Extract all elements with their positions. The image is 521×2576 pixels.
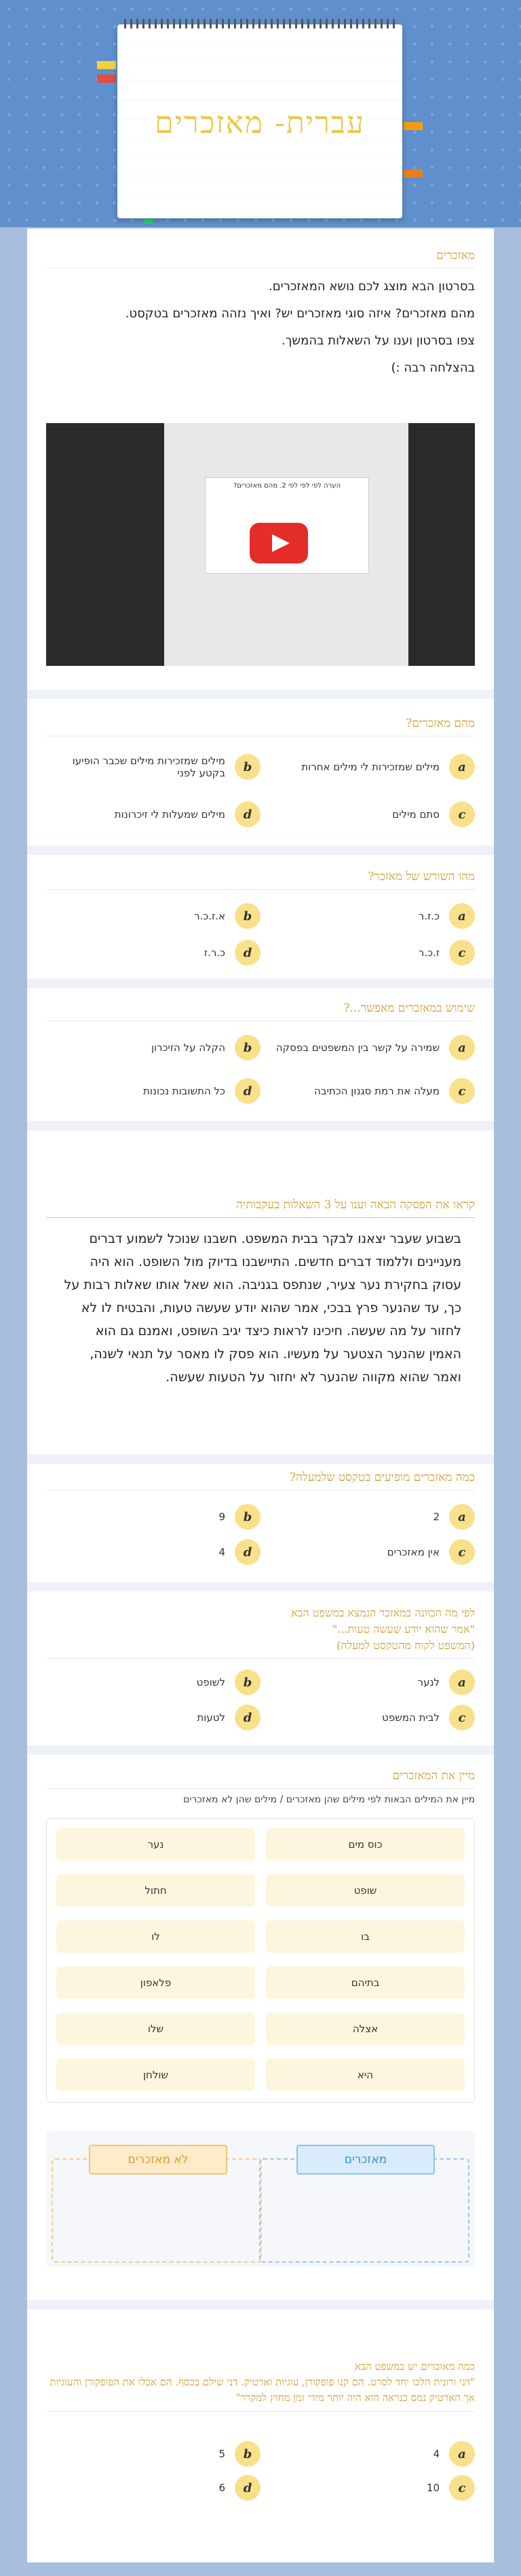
option-letter-c: c	[449, 1078, 475, 1104]
divider	[27, 2300, 494, 2310]
word-card[interactable]: לו	[56, 1920, 255, 1953]
option-letter-b: b	[235, 2441, 260, 2467]
answer-option-d[interactable]	[57, 1701, 260, 1734]
answer-option-b[interactable]	[57, 1031, 260, 1064]
divider	[27, 1582, 494, 1591]
question-3	[46, 1002, 475, 1098]
option-text: אין מאזכרים	[387, 1546, 440, 1558]
answer-option-a[interactable]	[271, 900, 475, 932]
option-text: מעלה את רמת סגנון הכתיבה	[314, 1085, 440, 1097]
question-title: שימוש במאזכרים מאפשר...?	[46, 1002, 475, 1021]
answer-option-d[interactable]	[57, 936, 260, 969]
question-title: מהו השורש של מאזכר?	[46, 870, 475, 890]
option-text: 5	[218, 2448, 225, 2460]
option-letter-b: b	[235, 1504, 260, 1530]
option-letter-a: a	[449, 1504, 475, 1530]
option-text: כל התשובות נכונות	[143, 1085, 225, 1097]
question-title-line: "דני ורונית הלכו יחד לסרט. הם קנו פופקורן, עוגיות וארטיק. דני שילם בכסף. הם אכלו את הפופקורן והעוגיות אך הארטיק נמס כנראה הוא היה יותר מידי זמן מחוץ למקרר"	[50, 2376, 475, 2404]
option-letter-d: d	[235, 1705, 260, 1730]
header-banner	[0, 0, 521, 227]
option-letter-b: b	[235, 903, 260, 929]
bucket-label: לא מאזכרים	[89, 2145, 227, 2175]
option-text: לשופט	[196, 1676, 225, 1688]
word-card[interactable]: נער	[56, 1828, 255, 1861]
word-card[interactable]: בתיהם	[266, 1966, 465, 1999]
play-icon[interactable]	[250, 523, 308, 563]
option-letter-a: a	[449, 2441, 475, 2467]
option-letter-c: c	[449, 940, 475, 966]
option-text: לטעות	[197, 1711, 225, 1724]
word-card[interactable]: שופט	[266, 1874, 465, 1907]
question-2	[46, 870, 475, 960]
option-text: מילים שמזכירות לי מילים אחרות	[301, 761, 440, 773]
divider	[27, 690, 494, 699]
question-title-line: כמה מאזכרים יש במשפט הבא	[354, 2360, 475, 2373]
question-title-line: לפי מה הכוונה במאזכר הנמצא במשפט הבא	[291, 1606, 475, 1619]
divider	[27, 1454, 494, 1464]
word-card[interactable]: חתול	[56, 1874, 255, 1907]
option-letter-c: c	[449, 1705, 475, 1730]
worksheet	[27, 229, 494, 2562]
option-text: כ.ר.ז	[204, 947, 225, 959]
option-text: מילים שמעלות לי זיכרונות	[114, 808, 225, 820]
thumbnail-title: הערה לפי לפי לפי 2. מהם מאזכרים?	[233, 482, 341, 490]
option-text: לבית המשפט	[382, 1711, 440, 1724]
question-title-line: "אמר שהוא יודע שעשה טעות..."	[332, 1623, 475, 1636]
reading-section	[46, 1198, 475, 1389]
notepad-tab	[97, 61, 116, 69]
intro-line: צפו בסרטון וענו על השאלות בהמשך.	[282, 334, 475, 348]
intro-line: מהם מאזכרים? איזה סוגי מאזכרים יש? ואיך נזהה מאזכרים בטקסט.	[125, 306, 475, 321]
option-letter-a: a	[449, 903, 475, 929]
answer-option-b[interactable]	[57, 751, 260, 783]
word-card[interactable]: אצלה	[266, 2013, 465, 2045]
option-letter-b: b	[235, 1669, 260, 1695]
option-letter-a: a	[449, 1669, 475, 1695]
question-title	[46, 1605, 475, 1659]
option-text: סתם מילים	[392, 808, 440, 820]
word-card[interactable]: שולחן	[56, 2059, 255, 2091]
notepad-tab	[404, 122, 423, 130]
sort-instruction: מיין את המילים הבאות לפי מילים שהן מאזכרים / מילים שהן לא מאזכרים	[183, 1794, 475, 1805]
option-letter-d: d	[235, 1539, 260, 1565]
question-5	[46, 1605, 475, 1725]
answer-option-d[interactable]	[57, 2472, 260, 2504]
option-text: מילים שמזכירות מילים שכבר הופיעו בקטע לפני	[72, 755, 225, 779]
video-player[interactable]	[46, 423, 475, 666]
option-letter-c: c	[449, 801, 475, 827]
divider	[27, 1745, 494, 1755]
question-title: כמה מאזכרים מופיעים בטקסט שלמעלה?	[46, 1471, 475, 1490]
answer-option-a[interactable]	[271, 1666, 475, 1699]
option-text: כ.ז.ר	[418, 910, 440, 922]
answer-option-d[interactable]	[57, 1075, 260, 1107]
question-6	[46, 2359, 475, 2495]
answer-option-b[interactable]	[57, 2438, 260, 2470]
question-title-line: (המשפט לקוח מהטקסט למעלה)	[336, 1639, 475, 1652]
notepad-tab	[404, 170, 423, 178]
word-card[interactable]: היא	[266, 2059, 465, 2091]
bucket-label: מאזכרים	[296, 2145, 435, 2175]
answer-option-c[interactable]	[271, 1701, 475, 1734]
word-card[interactable]: פלאפון	[56, 1966, 255, 1999]
answer-option-c[interactable]	[271, 1536, 475, 1568]
notepad-rings	[124, 19, 395, 28]
divider	[27, 846, 494, 855]
page-title: עברית- מאזכרים	[155, 106, 365, 140]
option-text: ז.כ.ר	[418, 947, 440, 959]
answer-option-b[interactable]	[57, 1501, 260, 1533]
option-letter-b: b	[235, 754, 260, 780]
notepad	[117, 24, 402, 218]
answer-option-b[interactable]	[57, 1666, 260, 1699]
bucket-not-mazkirim[interactable]	[52, 2153, 262, 2263]
question-title	[46, 2359, 475, 2412]
option-text: 10	[426, 2482, 440, 2494]
answer-option-a[interactable]	[271, 2438, 475, 2470]
option-text: 2	[433, 1511, 440, 1523]
option-letter-d: d	[235, 1078, 260, 1104]
option-text: 4	[433, 2448, 440, 2460]
answer-option-a[interactable]	[271, 751, 475, 783]
answer-option-c[interactable]	[271, 1075, 475, 1107]
sort-section	[46, 1769, 475, 2166]
drop-area	[46, 2131, 475, 2267]
intro-line: בהצלחה רבה :)	[391, 361, 475, 375]
intro-title: מאזכרים	[46, 249, 475, 269]
notepad-tab	[97, 75, 116, 83]
divider	[27, 1121, 494, 1130]
option-text: 9	[218, 1511, 225, 1523]
answer-option-a[interactable]	[271, 1031, 475, 1064]
option-letter-a: a	[449, 754, 475, 780]
reading-title: קראו את הפסקה הבאה וענו על 3 השאלות בעקבותיה	[46, 1198, 475, 1218]
answer-option-a[interactable]	[271, 1501, 475, 1533]
question-title: מהם מאזכרים?	[46, 717, 475, 736]
option-text: 4	[218, 1546, 225, 1558]
intro-section	[46, 249, 475, 385]
option-letter-c: c	[449, 1539, 475, 1565]
word-bank	[46, 1818, 475, 2103]
option-letter-a: a	[449, 1035, 475, 1061]
option-text: שמירה על קשר בין המשפטים בפסקה	[275, 1042, 440, 1054]
option-letter-b: b	[235, 1035, 260, 1061]
question-4	[46, 1471, 475, 1560]
answer-option-c[interactable]	[271, 2472, 475, 2504]
option-letter-c: c	[449, 2475, 475, 2501]
word-card[interactable]: כוס מים	[266, 1828, 465, 1861]
intro-line: בסרטון הבא מוצג לכם נושא המאזכרים.	[269, 279, 475, 294]
option-letter-d: d	[235, 940, 260, 966]
video-frame-left	[46, 423, 175, 666]
divider	[27, 978, 494, 988]
reading-passage: בשבוע שעבר יצאנו לבקר בבית המשפט. חשבנו שנוכל לשמוע דברים מעניינים וללמוד דברים חדשים. התיישבנו בדיוק מול השופט. הוא היה עסוק בחקירת נער צעיר, שנתפס בגניבה. הוא שאל אותו שאלות רבות על כך, עד שהנער פרץ בבכי, אמר שהוא יודע שעשה טעות, והבטיח לו לא לחזור על מה שעשה. חיכינו לראות כיצד יגיב השופט, ואמנם גם הוא האמין שהנער הצטער על מעשיו. הוא פסק לו מאסר על תנאי לשנה, ואמר שהוא מקווה שהנער לא יחזור על הטעות שעשה.	[64, 1231, 461, 1385]
answer-option-d[interactable]	[57, 798, 260, 831]
option-letter-d: d	[235, 2475, 260, 2501]
option-text: הקלה על הזיכרון	[151, 1042, 225, 1054]
word-card[interactable]: בו	[266, 1920, 465, 1953]
answer-option-c[interactable]	[271, 798, 475, 831]
answer-option-b[interactable]	[57, 900, 260, 932]
answer-option-d[interactable]	[57, 1536, 260, 1568]
word-card[interactable]: שלו	[56, 2013, 255, 2045]
option-text: א.ז.כ.ר	[194, 910, 225, 922]
answer-option-c[interactable]	[271, 936, 475, 969]
option-letter-d: d	[235, 801, 260, 827]
question-1	[46, 717, 475, 822]
option-text: 6	[218, 2482, 225, 2494]
option-text: לנער	[417, 1676, 440, 1688]
bucket-mazkirim[interactable]	[259, 2153, 469, 2263]
sort-title: מיין את המאזכרים	[46, 1769, 475, 1789]
